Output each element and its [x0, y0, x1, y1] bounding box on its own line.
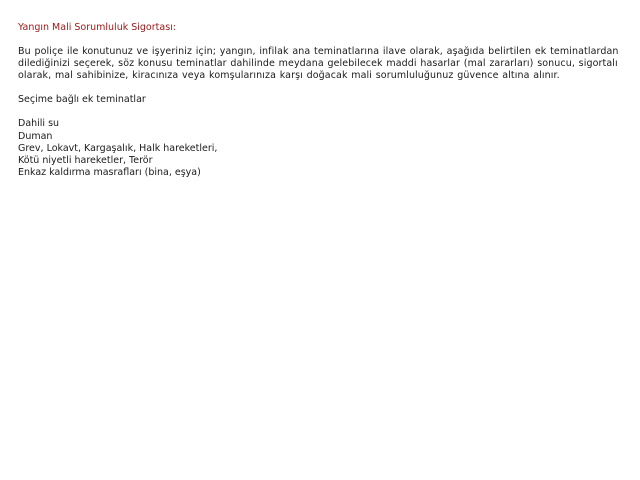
coverage-list	[18, 118, 636, 178]
coverage-item: Enkaz kaldırma masrafları (bina, eşya)	[18, 166, 201, 178]
document-title: Yangın Mali Sorumluluk Sigortası:	[18, 22, 176, 33]
coverage-item: Grev, Lokavt, Kargaşalık, Halk hareketleri,	[18, 142, 218, 154]
coverage-item: Dahili su	[18, 118, 60, 130]
optional-coverages-heading: Seçime bağlı ek teminatlar	[18, 94, 146, 106]
intro-paragraph: Bu poliçe ile konutunuz ve işyeriniz için; yangın, infilak ana teminatlarına ilave olarak, aşağıda belirtilen ek teminatlardan dilediğinizi seçerek, söz konusu teminatlar dahilinde meydana gelebilecek maddi hasarlar (mal zararları) sonucu, sigortalı olarak, mal sahibinize, kiracınıza veya komşularınıza karşı doğacak mali sorumluluğunuz güvence altına alınır.	[18, 46, 619, 82]
coverage-item: Kötü niyetli hareketler, Terör	[18, 154, 153, 166]
coverage-item: Duman	[18, 130, 53, 142]
